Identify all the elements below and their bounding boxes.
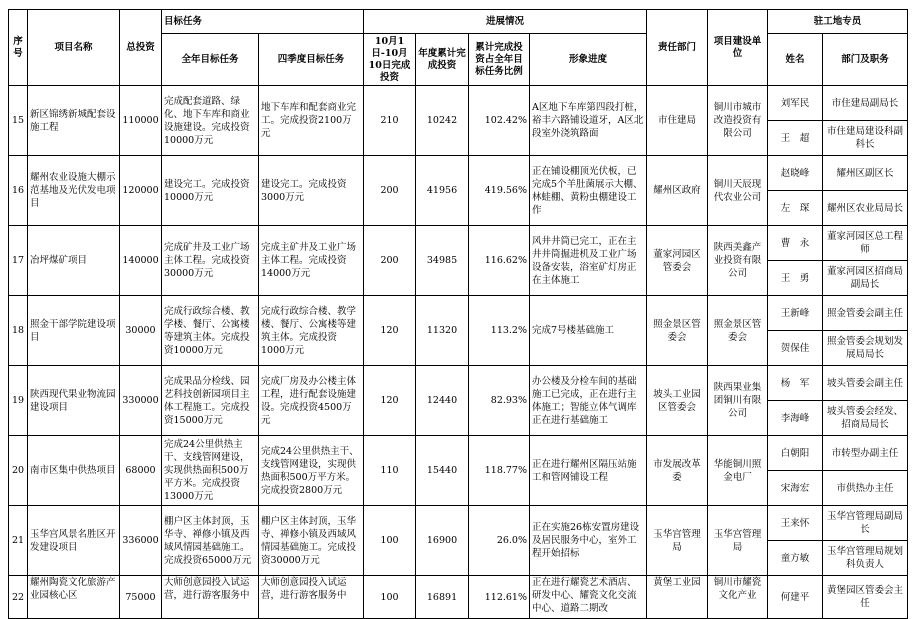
cell-period: 110 xyxy=(364,436,416,506)
cell-dept: 市发展改革委 xyxy=(647,436,708,506)
cell-staff-role: 玉华宫管理局规划科负责人 xyxy=(823,541,908,576)
cell-ratio: 112.61% xyxy=(469,576,530,619)
cell-staff-name: 王 勇 xyxy=(768,261,823,296)
cell-total: 330000 xyxy=(120,366,162,436)
cell-dept: 坡头工业园区管委会 xyxy=(647,366,708,436)
cell-name: 南市区集中供热项目 xyxy=(28,436,120,506)
cell-period: 200 xyxy=(364,156,416,226)
header-builder: 项目建设单位 xyxy=(708,10,768,86)
cell-ytd: 12440 xyxy=(416,366,469,436)
cell-seq: 20 xyxy=(9,436,28,506)
cell-ytd: 10242 xyxy=(416,86,469,156)
cell-staff-role: 市住建局副局长 xyxy=(823,86,908,121)
cell-builder: 铜川市耀瓷文化产业 xyxy=(713,577,762,601)
header-staff-group: 驻工地专员 xyxy=(768,10,908,34)
cell-staff-name: 曹 永 xyxy=(768,226,823,261)
header-q4-target: 四季度目标任务 xyxy=(259,34,364,86)
cell-annual: 完成果品分检线、园艺科技创新园项目主体工程施工。完成投资15000万元 xyxy=(162,366,259,436)
cell-progress: 完成7号楼基础施工 xyxy=(530,296,647,366)
cell-name: 冶坪煤矿项目 xyxy=(28,226,120,296)
header-progress-group: 进展情况 xyxy=(364,10,647,34)
cell-total: 75000 xyxy=(120,576,162,619)
header-ratio: 累计完成投资占全年目标任务比例 xyxy=(469,34,530,86)
cell-seq: 18 xyxy=(9,296,28,366)
cell-builder: 陕西美鑫产业投资有限公司 xyxy=(708,226,768,296)
cell-seq: 21 xyxy=(9,506,28,576)
cell-builder: 铜川天辰现代农业公司 xyxy=(708,156,768,226)
cell-staff-role: 耀州区农业局局长 xyxy=(823,191,908,226)
cell-ytd: 15440 xyxy=(416,436,469,506)
header-name: 项目名称 xyxy=(28,10,120,86)
cell-dept: 耀州区政府 xyxy=(647,156,708,226)
cell-total: 30000 xyxy=(120,296,162,366)
cell-q4: 完成主矿井及工业广场主体工程。完成投资14000万元 xyxy=(259,226,364,296)
cell-staff-role: 坡头管委会副主任 xyxy=(823,366,908,401)
table-row xyxy=(9,576,908,619)
cell-annual: 完成24公里供热主干、支线管网建设，实现供热面积500万平方米。完成投资13000万元 xyxy=(162,436,259,506)
table-row xyxy=(9,436,908,471)
cell-progress: 正在铺设棚顶光伏板，已完成5个羊肚菌展示大棚、林蛙棚、黄粉虫棚建设工作 xyxy=(530,156,647,226)
cell-ratio: 102.42% xyxy=(469,86,530,156)
cell-staff-name: 赵晓峰 xyxy=(768,156,823,191)
header-department: 责任部门 xyxy=(647,10,708,86)
cell-staff-name: 王来怀 xyxy=(768,506,823,541)
cell-total: 140000 xyxy=(120,226,162,296)
cell-annual: 大师创意园投入试运营，进行游客服务中 xyxy=(164,577,250,601)
cell-staff-name: 白朝阳 xyxy=(768,436,823,471)
cell-q4: 完成厂房及办公楼主体工程，进行配套设施建设。完成投资4500万元 xyxy=(259,366,364,436)
header-annual-target: 全年目标任务 xyxy=(162,34,259,86)
cell-ratio: 82.93% xyxy=(469,366,530,436)
cell-staff-role: 照金管委会副主任 xyxy=(823,296,908,331)
cell-staff-name: 刘军民 xyxy=(768,86,823,121)
cell-ytd: 11320 xyxy=(416,296,469,366)
cell-period: 100 xyxy=(364,576,416,619)
cell-period: 200 xyxy=(364,226,416,296)
cell-ratio: 26.0% xyxy=(469,506,530,576)
cell-dept: 董家河园区管委会 xyxy=(647,226,708,296)
cell-total: 110000 xyxy=(120,86,162,156)
cell-name: 耀州陶瓷文化旅游产业园核心区 xyxy=(30,577,116,601)
cell-q4: 棚户区主体封顶，玉华寺、禅修小镇及西域风情园基础施工。完成投资30000万元 xyxy=(259,506,364,576)
cell-progress: 正在进行耀瓷艺术酒店、研发中心、耀瓷文化交流中心、道路二期改 xyxy=(532,577,637,614)
cell-name: 耀州农业设施大棚示范基地及光伏发电项目 xyxy=(28,156,120,226)
cell-q4: 完成24公里供热主干、支线管网建设，实现供热面积500万平方米。完成投资2800万元 xyxy=(259,436,364,506)
cell-ratio: 113.2% xyxy=(469,296,530,366)
cell-staff-role: 董家河园区总工程师 xyxy=(823,226,908,261)
cell-staff-role: 市转型办副主任 xyxy=(823,436,908,471)
cell-progress: 正在进行耀州区隔压站施工和管网铺设工程 xyxy=(530,436,647,506)
cell-period: 120 xyxy=(364,296,416,366)
cell-q4: 完成行政综合楼、教学楼、餐厅、公寓楼等建筑主体。完成投资1000万元 xyxy=(259,296,364,366)
header-total-investment: 总投资 xyxy=(120,10,162,86)
table-row xyxy=(9,296,908,331)
cell-dept: 玉华宫管理局 xyxy=(647,506,708,576)
cell-staff-name: 贺保佳 xyxy=(768,331,823,366)
cell-annual: 完成行政综合楼、教学楼、餐厅、公寓楼等建筑主体。完成投资10000万元 xyxy=(162,296,259,366)
cell-builder: 照金景区管委会 xyxy=(708,296,768,366)
cell-seq: 19 xyxy=(9,366,28,436)
cell-staff-role: 董家河园区招商局副局长 xyxy=(823,261,908,296)
cell-total: 336000 xyxy=(120,506,162,576)
cell-annual: 棚户区主体封顶，玉华寺、禅修小镇及西域风情园基础施工。完成投资65000万元 xyxy=(162,506,259,576)
cell-staff-name: 杨 军 xyxy=(768,366,823,401)
cell-ytd: 41956 xyxy=(416,156,469,226)
header-staff-name: 姓名 xyxy=(768,34,823,86)
table-row xyxy=(9,156,908,191)
cell-name: 玉华宫风景名胜区开发建设项目 xyxy=(28,506,120,576)
cell-progress: 办公楼及分检车间的基础施工已完成，正在进行主体施工；智能立体气调库正在进行基础施工 xyxy=(530,366,647,436)
cell-total: 120000 xyxy=(120,156,162,226)
header-period-investment: 10月1日-10月10日完成投资 xyxy=(364,34,416,86)
cell-progress: A区地下车库第四段打桩，裕丰六路铺设道牙，A区北段室外浇筑路面 xyxy=(530,86,647,156)
cell-staff-name: 王新峰 xyxy=(768,296,823,331)
cell-staff-name: 宋海宏 xyxy=(768,471,823,506)
cell-staff-name: 王 超 xyxy=(768,121,823,156)
cell-builder: 华能铜川照金电厂 xyxy=(708,436,768,506)
cell-q4: 大师创意园投入试运营，进行游客服务中 xyxy=(261,577,347,601)
cell-ytd: 16900 xyxy=(416,506,469,576)
cell-ytd: 34985 xyxy=(416,226,469,296)
cell-progress: 正在实施26栋安置房建设及居民服务中心，室外工程开始招标 xyxy=(530,506,647,576)
header-progress: 形象进度 xyxy=(530,34,647,86)
cell-name: 陕西现代果业物流园建设项目 xyxy=(28,366,120,436)
header-staff-role: 部门及职务 xyxy=(823,34,908,86)
cell-period: 120 xyxy=(364,366,416,436)
table-body xyxy=(9,86,908,619)
cell-staff-role: 照金管委会规划发展局局长 xyxy=(823,331,908,366)
cell-dept: 照金景区管委会 xyxy=(647,296,708,366)
cell-ratio: 419.56% xyxy=(469,156,530,226)
cell-ratio: 118.77% xyxy=(469,436,530,506)
header-ytd-investment: 年度累计完成投资 xyxy=(416,34,469,86)
cell-seq: 16 xyxy=(9,156,28,226)
cell-progress: 风井井筒已完工，正在主井井筒掘进机及工业广场设备安装，浴室矿灯房正在主体施工 xyxy=(530,226,647,296)
cell-builder: 铜川市城市改造投资有限公司 xyxy=(708,86,768,156)
header-seq: 序号 xyxy=(9,10,28,86)
cell-staff-name: 何建平 xyxy=(768,576,823,619)
cell-staff-role: 坡头管委会经发、招商局局长 xyxy=(823,401,908,436)
cell-staff-role: 市住建局建设科副科长 xyxy=(823,121,908,156)
cell-seq: 17 xyxy=(9,226,28,296)
cell-seq: 15 xyxy=(9,86,28,156)
cell-ratio: 116.62% xyxy=(469,226,530,296)
cell-q4: 地下车库和配套商业完工。完成投资2100万元 xyxy=(259,86,364,156)
cell-dept: 黄堡工业园 xyxy=(653,577,701,588)
cell-seq: 22 xyxy=(9,576,28,619)
cell-staff-name: 左 琛 xyxy=(768,191,823,226)
cell-staff-name: 童方敏 xyxy=(768,541,823,576)
cell-dept: 市住建局 xyxy=(647,86,708,156)
cell-ytd: 16891 xyxy=(416,576,469,619)
cell-q4: 建设完工。完成投资3000万元 xyxy=(259,156,364,226)
cell-staff-role: 耀州区副区长 xyxy=(823,156,908,191)
project-progress-table xyxy=(8,9,908,619)
table-row xyxy=(9,226,908,261)
cell-staff-role: 黄堡园区管委会主任 xyxy=(823,576,908,619)
table-row xyxy=(9,86,908,121)
cell-builder: 玉华宫管理局 xyxy=(708,506,768,576)
cell-builder: 陕西果业集团铜川有限公司 xyxy=(708,366,768,436)
cell-staff-role: 市供热办主任 xyxy=(823,471,908,506)
cell-period: 100 xyxy=(364,506,416,576)
cell-annual: 完成配套道路、绿化、地下车库和商业设施建设。完成投资10000万元 xyxy=(162,86,259,156)
header-target-group: 目标任务 xyxy=(162,10,364,34)
cell-name: 照金干部学院建设项目 xyxy=(28,296,120,366)
cell-period: 210 xyxy=(364,86,416,156)
table-row xyxy=(9,506,908,541)
cell-annual: 建设完工。完成投资10000万元 xyxy=(162,156,259,226)
cell-total: 68000 xyxy=(120,436,162,506)
cell-name: 新区锦绣新城配套设施工程 xyxy=(28,86,120,156)
cell-staff-name: 李海峰 xyxy=(768,401,823,436)
cell-staff-role: 玉华宫管理局副局长 xyxy=(823,506,908,541)
cell-annual: 完成矿井及工业广场主体工程。完成投资30000万元 xyxy=(162,226,259,296)
table-row xyxy=(9,366,908,401)
